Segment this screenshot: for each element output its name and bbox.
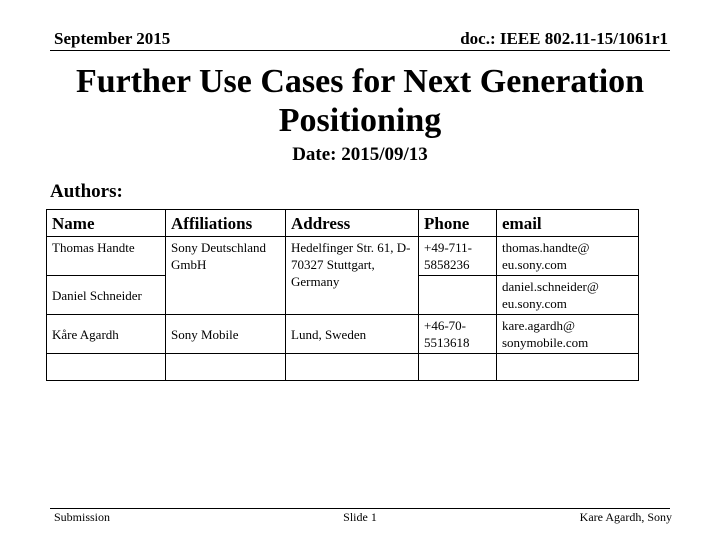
cell-phone bbox=[419, 276, 497, 315]
authors-table bbox=[46, 209, 639, 381]
title-line-1: Further Use Cases for Next Generation bbox=[75, 63, 645, 100]
footer-divider bbox=[50, 508, 670, 509]
header-address: Address bbox=[286, 210, 419, 237]
header-affiliations: Affiliations bbox=[166, 210, 286, 237]
cell-empty bbox=[419, 354, 497, 381]
footer-submission: Submission bbox=[54, 510, 111, 524]
title-line-2: Positioning bbox=[278, 102, 442, 139]
cell-name: Kåre Agardh bbox=[47, 315, 166, 354]
authors-label: Authors: bbox=[50, 181, 123, 202]
cell-empty bbox=[497, 354, 639, 381]
header-email: email bbox=[497, 210, 639, 237]
header-doc-id: doc.: IEEE 802.11-15/1061r1 bbox=[460, 29, 668, 48]
slide-title bbox=[40, 62, 680, 140]
footer-author: Kare Agardh, Sony bbox=[579, 510, 672, 524]
cell-affiliation: Sony Deutschland GmbH bbox=[166, 237, 286, 315]
cell-email: thomas.handte@ eu.sony.com bbox=[497, 237, 639, 276]
header-name: Name bbox=[47, 210, 166, 237]
cell-name: Daniel Schneider bbox=[47, 276, 166, 315]
header-phone: Phone bbox=[419, 210, 497, 237]
date-line: Date: 2015/09/13 bbox=[292, 144, 428, 165]
table-row-empty bbox=[47, 354, 639, 381]
cell-address: Lund, Sweden bbox=[286, 315, 419, 354]
cell-phone: +46-70-5513618 bbox=[419, 315, 497, 354]
cell-email: daniel.schneider@ eu.sony.com bbox=[497, 276, 639, 315]
cell-affiliation: Sony Mobile bbox=[166, 315, 286, 354]
cell-address: Hedelfinger Str. 61, D-70327 Stuttgart, Germany bbox=[286, 237, 419, 315]
cell-empty bbox=[286, 354, 419, 381]
table-row bbox=[47, 315, 639, 354]
table-row bbox=[47, 237, 639, 276]
cell-name: Thomas Handte bbox=[47, 237, 166, 276]
cell-empty bbox=[47, 354, 166, 381]
cell-phone: +49-711-5858236 bbox=[419, 237, 497, 276]
table-header-row bbox=[47, 210, 639, 237]
header-date: September 2015 bbox=[54, 29, 171, 48]
cell-email: kare.agardh@ sonymobile.com bbox=[497, 315, 639, 354]
cell-empty bbox=[166, 354, 286, 381]
footer-slide-number: Slide 1 bbox=[343, 510, 377, 524]
header-divider bbox=[50, 50, 670, 51]
